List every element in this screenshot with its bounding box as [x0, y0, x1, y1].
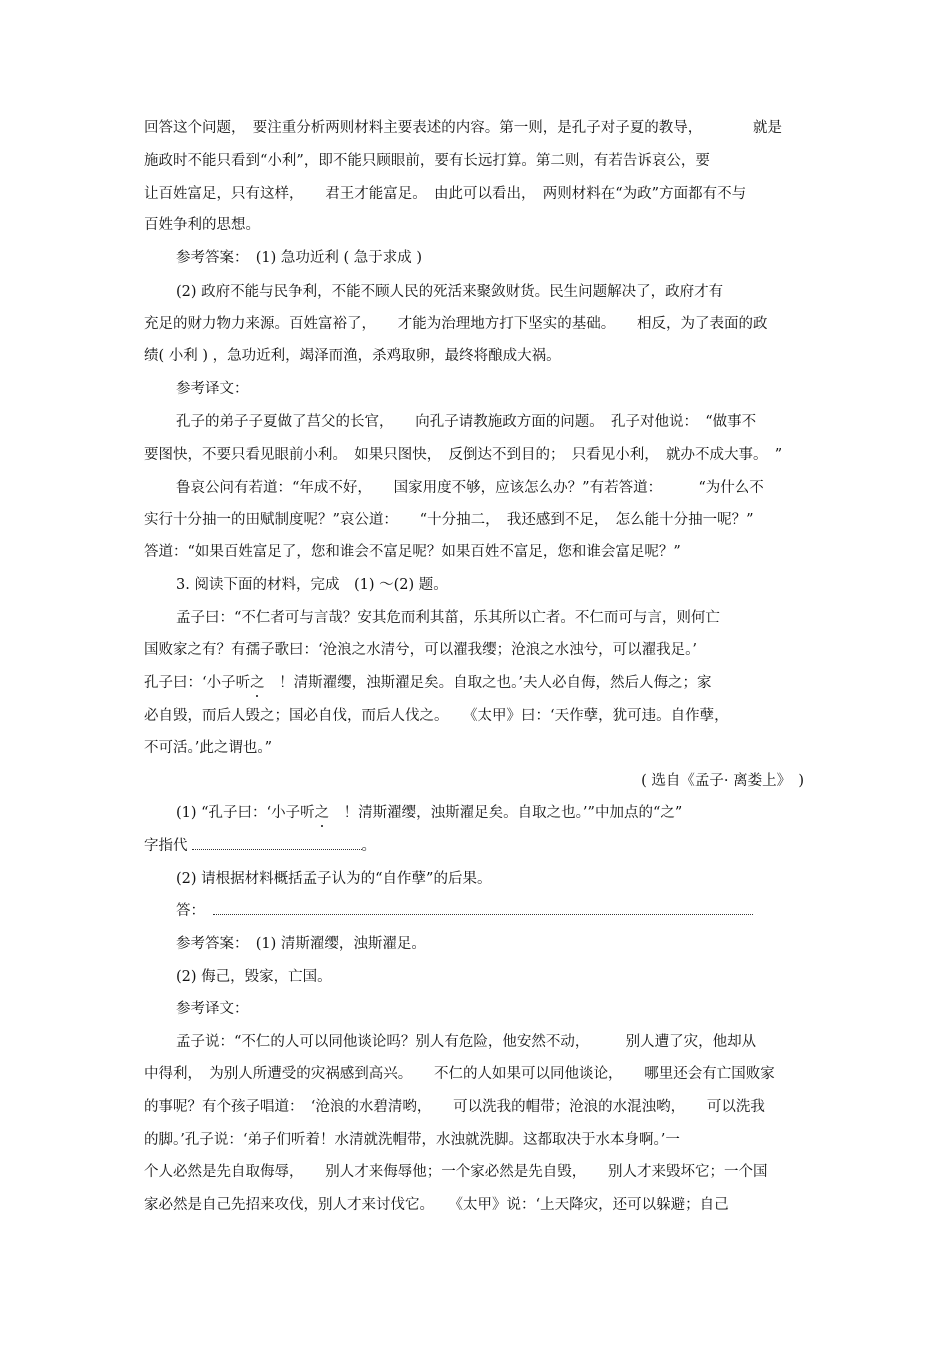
text-line: 百姓争利的思想。: [144, 217, 260, 233]
text-line: 绩( 小利 ) ，急功近利，竭泽而渔，杀鸡取卵，最终将酿成大祸。: [144, 348, 561, 364]
text-line: 回答这个问题， 要注重分析两则材料主要表述的内容。第一则，是孔子对子夏的教导， 就是: [144, 120, 782, 136]
question-2: (2) 请根据材料概括孟子认为的“自作孽”的后果。: [176, 871, 492, 887]
text-line: 。: [361, 838, 376, 854]
text-line: 参考答案： (1) 清斯濯缨，浊斯濯足。: [176, 936, 426, 952]
text-line: 不可活。’此之谓也。”: [144, 740, 273, 756]
text-line: (2) 侮己，毁家，亡国。: [176, 969, 332, 985]
text-line: 孟子曰：“不仁者可与言哉？安其危而利其菑，乐其所以亡者。不仁而可与言，则何亡: [176, 610, 720, 626]
text-line: 中得利， 为别人所遭受的灾祸感到高兴。 不仁的人如果可以同他谈论， 哪里还会有亡国败家: [144, 1066, 775, 1082]
text-line: 的事呢？有个孩子唱道： ‘沧浪的水碧清哟， 可以洗我的帽带；沧浪的水混浊哟， 可以洗我: [144, 1099, 765, 1115]
answer-blank[interactable]: [192, 835, 362, 850]
text-line: 参考译文：: [176, 1001, 249, 1017]
text-line: 国败家之有？有孺子歌曰：‘沧浪之水清兮，可以濯我缨；沧浪之水浊兮，可以濯我足。’: [144, 642, 697, 658]
text-line: 个人必然是先自取侮辱， 别人才来侮辱他；一个家必然是先自毁， 别人才来毁坏它；一个国: [144, 1164, 768, 1180]
text-line: 答道：“如果百姓富足了，您和谁会不富足呢？如果百姓不富足，您和谁会富足呢？”: [144, 544, 681, 560]
answer-label: 答：: [176, 903, 205, 919]
question-1: (1) “孔子曰：‘小子听之 ！清斯濯缨，浊斯濯足矣。自取之也。’”中加点的“之”: [176, 805, 683, 821]
text-line: 字指代: [144, 838, 188, 854]
emphasis-dot: 之: [314, 805, 330, 821]
text-line: 参考译文：: [176, 381, 249, 397]
text-line: 参考答案： (1) 急功近利 ( 急于求成 ): [176, 250, 423, 266]
text-line: 必自毁，而后人毁之；国必自伐，而后人伐之。 《太甲》曰：‘天作孽，犹可违。自作孽，: [144, 708, 729, 724]
answer-line-1: [144, 835, 376, 857]
source-citation: ( 选自《孟子· 离娄上》 ): [641, 773, 804, 789]
text-line: 的脚。’孔子说：‘弟子们听着！水清就洗帽带，水浊就洗脚。这都取决于水本身啊。’一: [144, 1132, 680, 1148]
answer-blank[interactable]: [213, 900, 753, 915]
text-line: 实行十分抽一的田赋制度呢？”哀公道： “十分抽二， 我还感到不足， 怎么能十分抽一呢？”: [144, 512, 754, 528]
text-line: 孔子的弟子子夏做了莒父的长官， 向孔子请教施政方面的问题。 孔子对他说： “做事不: [176, 414, 757, 430]
text-line: (2) 政府不能与民争利，不能不顾人民的死活来聚敛财货。民生问题解决了，政府才有: [176, 284, 724, 300]
text-line: 孟子说：“不仁的人可以同他谈论吗？别人有危险，他安然不动， 别人遭了灾，他却从: [176, 1034, 757, 1050]
answer-line-2: [176, 900, 753, 922]
text-line: 家必然是自己先招来攻伐，别人才来讨伐它。 《太甲》说：‘上天降灾，还可以躲避；自己: [144, 1197, 729, 1213]
text-line: 3. 阅读下面的材料，完成 (1) ～(2) 题。: [176, 577, 448, 593]
text-line: 鲁哀公问有若道：“年成不好， 国家用度不够，应该怎么办？”有若答道： “为什么不: [176, 480, 764, 496]
text-line: 孔子曰：‘小子听之 ！清斯濯缨，浊斯濯足矣。自取之也。’夫人必自侮，然后人侮之；家: [144, 675, 712, 691]
text-line: 充足的财力物力来源。百姓富裕了， 才能为治理地方打下坚实的基础。 相反，为了表面的政: [144, 316, 768, 332]
text-line: 要图快，不要只看见眼前小利。 如果只图快， 反倒达不到目的； 只看见小利， 就办不成大事。 ”: [144, 447, 783, 463]
text-line: 让百姓富足，只有这样， 君王才能富足。 由此可以看出， 两则材料在“为政”方面都有不与: [144, 186, 747, 202]
emphasis-dot: 之: [250, 675, 265, 691]
text-line: 施政时不能只看到“小利”，即不能只顾眼前，要有长远打算。第二则，有若告诉哀公，要: [144, 153, 710, 169]
